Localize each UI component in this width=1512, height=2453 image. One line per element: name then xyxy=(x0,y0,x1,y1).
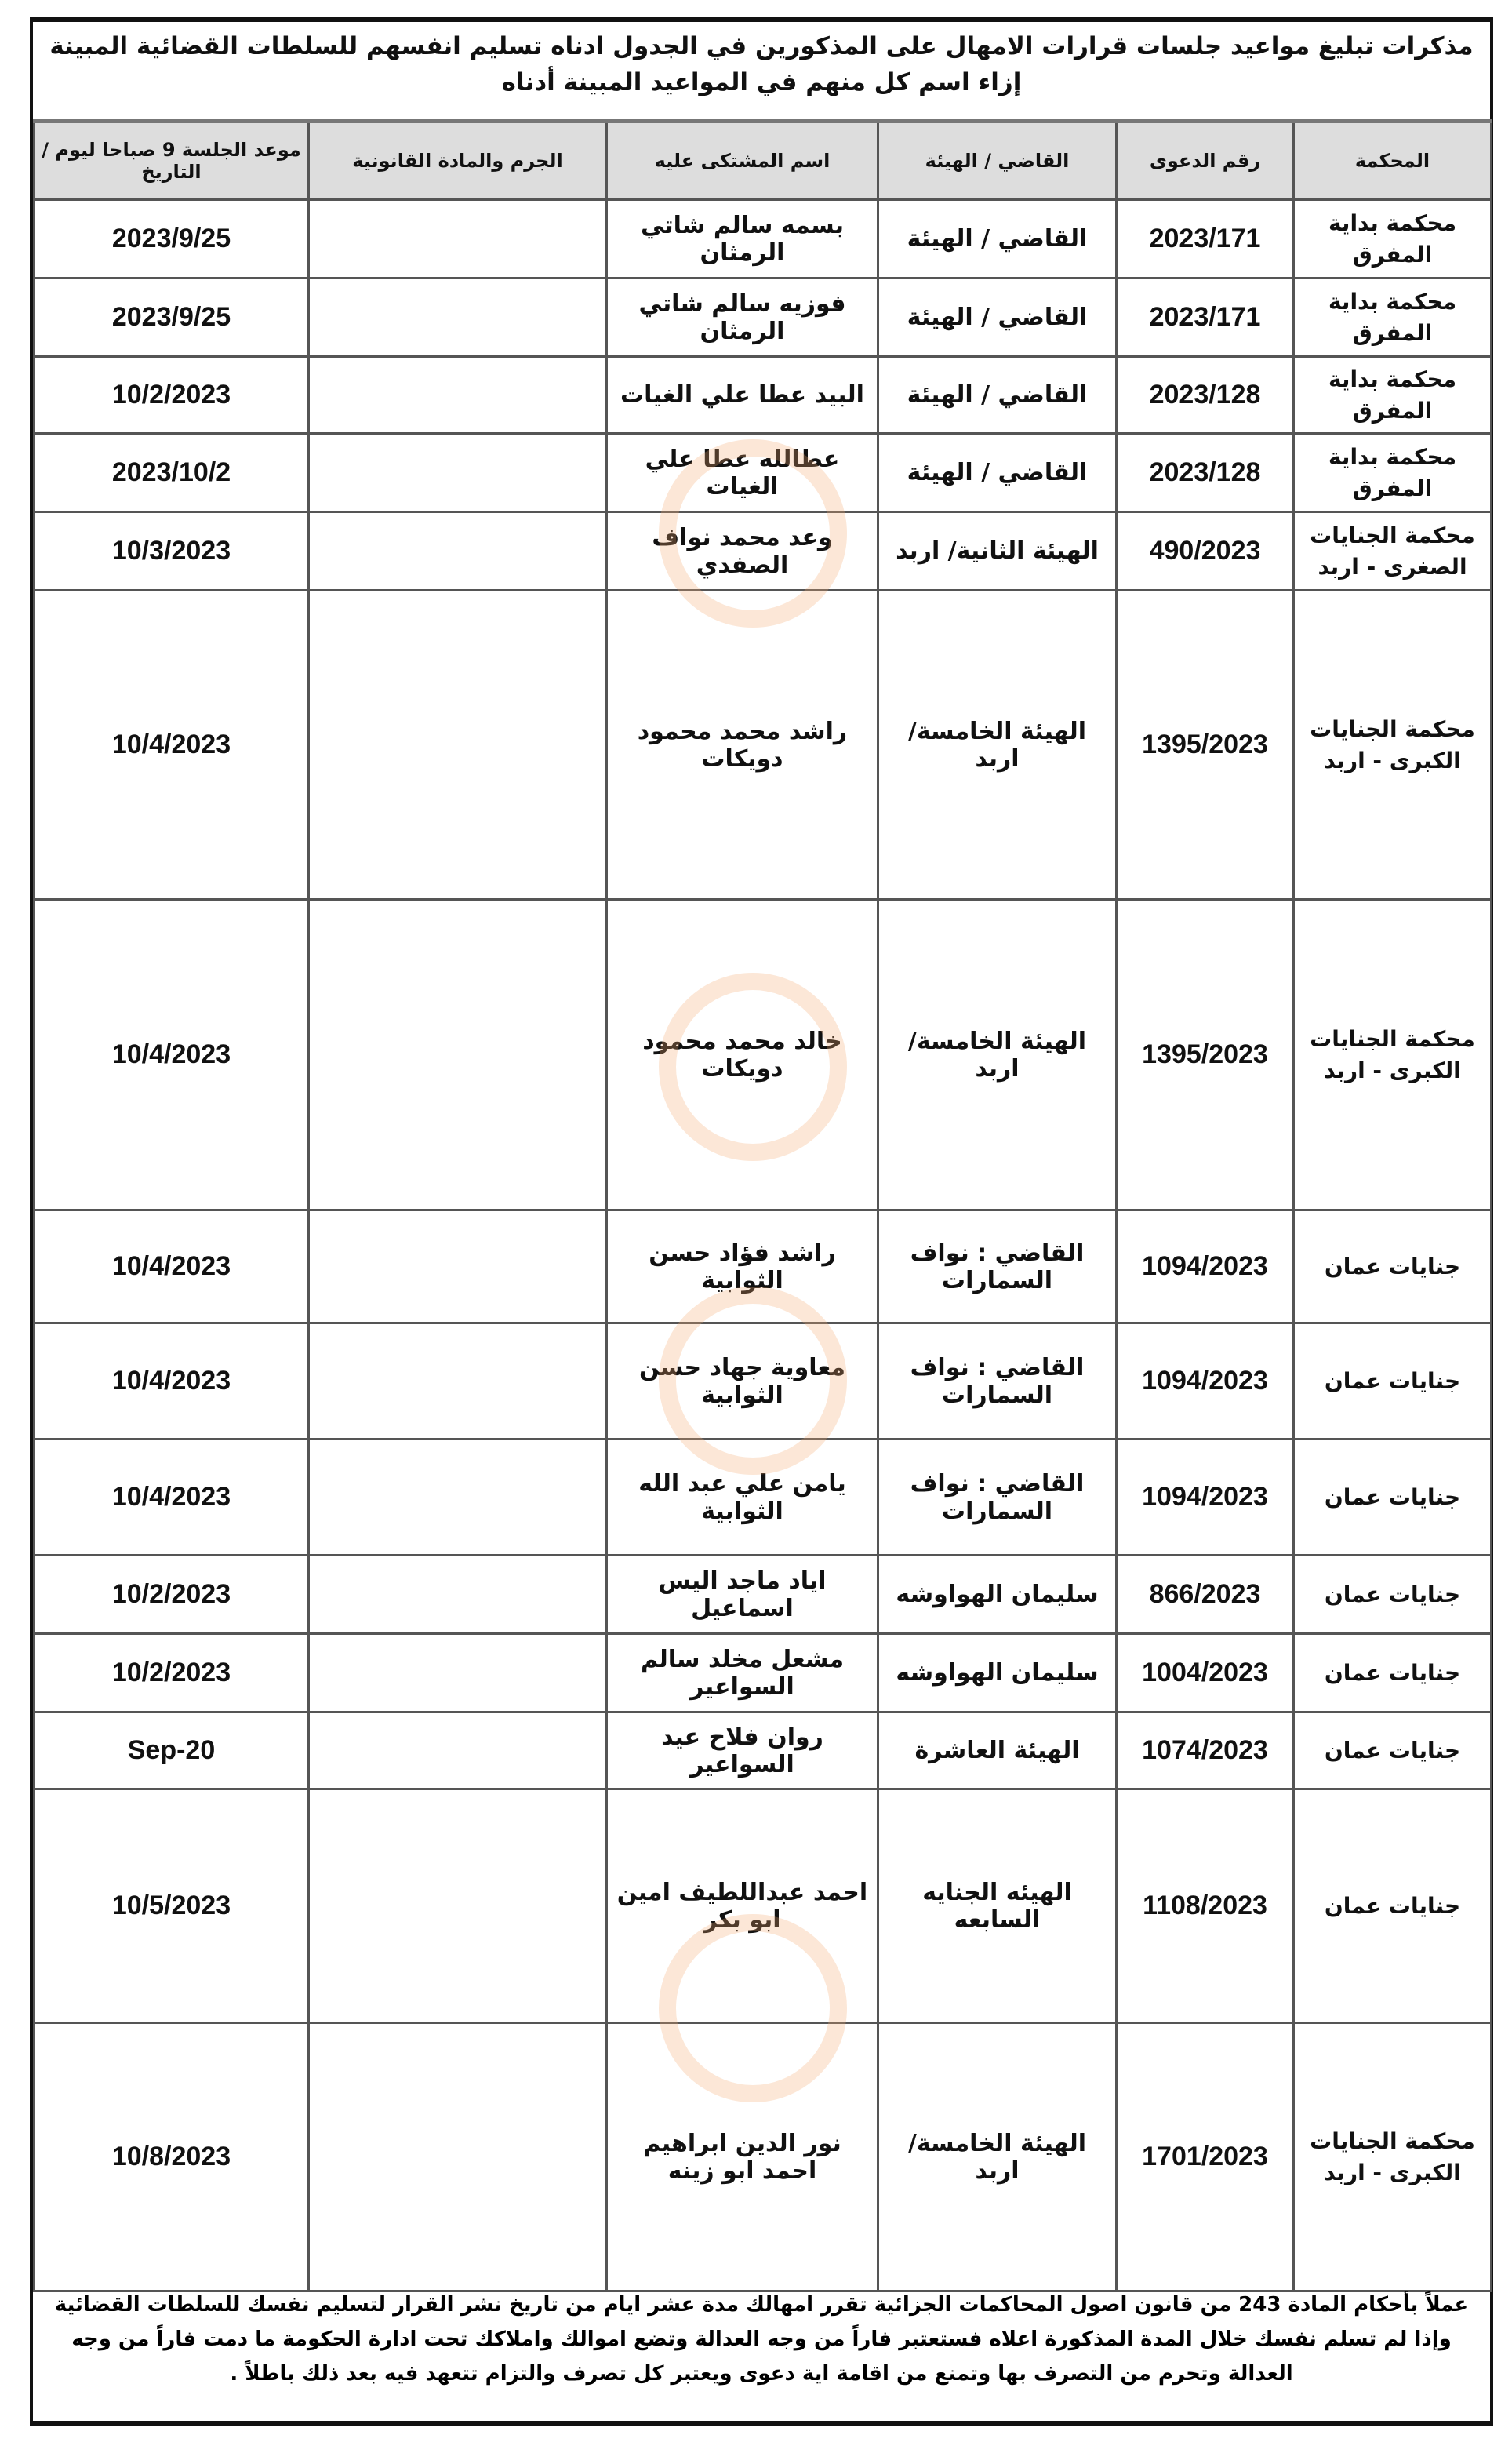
charge-cell-redacted xyxy=(309,1789,607,2023)
charge-cell-redacted xyxy=(309,1634,607,1712)
case-number-cell: 490/2023 xyxy=(1117,512,1294,591)
court-cell: محكمة الجنايات الكبرى - اربد xyxy=(1294,591,1492,900)
date-cell: 2023/10/2 xyxy=(35,434,309,512)
date-cell: 2023/9/25 xyxy=(35,200,309,278)
charge-cell-redacted xyxy=(309,2023,607,2291)
defendant-cell: فوزيه سالم شاتي الرمثان xyxy=(607,278,878,357)
case-number-cell: 1108/2023 xyxy=(1117,1789,1294,2023)
case-number-cell: 1094/2023 xyxy=(1117,1439,1294,1556)
charge-cell-redacted xyxy=(309,434,607,512)
case-number-cell: 866/2023 xyxy=(1117,1556,1294,1634)
judge-cell: الهيئة الخامسة/ اربد xyxy=(878,591,1117,900)
defendant-cell: راشد محمد محمود دويكات xyxy=(607,591,878,900)
table-row xyxy=(35,1634,1492,1712)
charge-cell-redacted xyxy=(309,278,607,357)
court-cell: محكمة بداية المفرق xyxy=(1294,200,1492,278)
table-row xyxy=(35,1789,1492,2023)
judge-cell: الهيئة الخامسة/ اربد xyxy=(878,2023,1117,2291)
table-row xyxy=(35,512,1492,591)
court-cell: جنايات عمان xyxy=(1294,1634,1492,1712)
header-date: موعد الجلسة 9 صباحا ليوم / التاريخ xyxy=(35,122,309,200)
charge-cell-redacted xyxy=(309,591,607,900)
table-row xyxy=(35,1323,1492,1439)
defendant-cell: معاوية جهاد حسن الثوابية xyxy=(607,1323,878,1439)
date-cell: 10/5/2023 xyxy=(35,1789,309,2023)
defendant-cell: نور الدين ابراهيم احمد ابو زينه xyxy=(607,2023,878,2291)
court-cell: محكمة بداية المفرق xyxy=(1294,434,1492,512)
case-number-cell: 2023/171 xyxy=(1117,200,1294,278)
judge-cell: سليمان الهواوشه xyxy=(878,1634,1117,1712)
court-cell: محكمة الجنايات الكبرى - اربد xyxy=(1294,900,1492,1210)
header-case-number: رقم الدعوى xyxy=(1117,122,1294,200)
date-cell: 10/2/2023 xyxy=(35,1556,309,1634)
judge-cell: سليمان الهواوشه xyxy=(878,1556,1117,1634)
case-number-cell: 2023/171 xyxy=(1117,278,1294,357)
date-cell: 10/4/2023 xyxy=(35,591,309,900)
table-row xyxy=(35,1712,1492,1789)
table-row xyxy=(35,591,1492,900)
defendant-cell: خالد محمد محمود دويكات xyxy=(607,900,878,1210)
court-cell: جنايات عمان xyxy=(1294,1556,1492,1634)
judge-cell: القاضي / الهيئة xyxy=(878,434,1117,512)
charge-cell-redacted xyxy=(309,1712,607,1789)
table-row xyxy=(35,434,1492,512)
header-defendant: اسم المشتكى عليه xyxy=(607,122,878,200)
court-cell: جنايات عمان xyxy=(1294,1323,1492,1439)
charge-cell-redacted xyxy=(309,357,607,434)
case-number-cell: 1395/2023 xyxy=(1117,900,1294,1210)
judge-cell: القاضي / الهيئة xyxy=(878,278,1117,357)
charge-cell-redacted xyxy=(309,1439,607,1556)
table-row xyxy=(35,278,1492,357)
defendant-cell: يامن علي عبد الله الثوابية xyxy=(607,1439,878,1556)
case-number-cell: 1701/2023 xyxy=(1117,2023,1294,2291)
header-charge: الجرم والمادة القانونية xyxy=(309,122,607,200)
judge-cell: القاضي : نواف السمارات xyxy=(878,1323,1117,1439)
court-cell: جنايات عمان xyxy=(1294,1712,1492,1789)
legal-notice: عملاً بأحكام المادة 243 من قانون اصول المحاكمات الجزائية تقرر امهالك مدة عشر ايام من تاريخ نشر القرار لتسليم نفسك للسلطات القضائية وإذا لم تسلم نفسك خلال المدة المذكورة اعلاه فستعتبر فاراً من وجه العدالة وتضع اموالك واملاكك تحت ادارة الحكومة ما دمت فاراً من وجه العدالة وتحرم من التصرف بها وتمنع من اقامة اية دعوى ويعتبر كل تصرف والتزام تتعهد فيه بعد ذلك باطلاً . xyxy=(54,2293,1469,2386)
court-cell: محكمة الجنايات الصغرى - اربد xyxy=(1294,512,1492,591)
court-cell: محكمة بداية المفرق xyxy=(1294,278,1492,357)
table-header-row xyxy=(35,122,1492,200)
date-cell: 20-Sep xyxy=(35,1712,309,1789)
charge-cell-redacted xyxy=(309,512,607,591)
date-cell: 10/2/2023 xyxy=(35,357,309,434)
document-frame xyxy=(30,17,1493,2426)
charge-cell-redacted xyxy=(309,900,607,1210)
defendant-cell: مشعل مخلد سالم السواعير xyxy=(607,1634,878,1712)
defendant-cell: وعد محمد نواف الصفدي xyxy=(607,512,878,591)
case-number-cell: 2023/128 xyxy=(1117,357,1294,434)
table-row xyxy=(35,200,1492,278)
judge-cell: الهيئه الجنايه السابعه xyxy=(878,1789,1117,2023)
header-court: المحكمة xyxy=(1294,122,1492,200)
date-cell: 10/2/2023 xyxy=(35,1634,309,1712)
table-row xyxy=(35,1210,1492,1323)
defendant-cell: راشد فؤاد حسن الثوابية xyxy=(607,1210,878,1323)
document-title: مذكرات تبليغ مواعيد جلسات قرارات الامهال على المذكورين في الجدول ادناه تسليم انفسهم للسلطات القضائية المبينة إزاء اسم كل منهم في المواعيد المبينة أدناه xyxy=(49,32,1474,96)
date-cell: 10/4/2023 xyxy=(35,1210,309,1323)
judge-cell: القاضي / الهيئة xyxy=(878,200,1117,278)
table-row xyxy=(35,1556,1492,1634)
defendant-cell: بسمه سالم شاتي الرمثان xyxy=(607,200,878,278)
defendant-cell: البيد عطا علي الغيات xyxy=(607,357,878,434)
judge-cell: القاضي / الهيئة xyxy=(878,357,1117,434)
charge-cell-redacted xyxy=(309,1556,607,1634)
case-number-cell: 1094/2023 xyxy=(1117,1323,1294,1439)
judge-cell: الهيئة العاشرة xyxy=(878,1712,1117,1789)
case-number-cell: 1074/2023 xyxy=(1117,1712,1294,1789)
header-judge: القاضي / الهيئة xyxy=(878,122,1117,200)
defendant-cell: اياد ماجد اليس اسماعيل xyxy=(607,1556,878,1634)
case-number-cell: 2023/128 xyxy=(1117,434,1294,512)
date-cell: 2023/9/25 xyxy=(35,278,309,357)
date-cell: 10/3/2023 xyxy=(35,512,309,591)
table-row xyxy=(35,2023,1492,2291)
case-number-cell: 1094/2023 xyxy=(1117,1210,1294,1323)
defendant-cell: عطالله عطا علي الغيات xyxy=(607,434,878,512)
date-cell: 10/4/2023 xyxy=(35,1323,309,1439)
date-cell: 10/4/2023 xyxy=(35,1439,309,1556)
judge-cell: القاضي : نواف السمارات xyxy=(878,1439,1117,1556)
court-cell: جنايات عمان xyxy=(1294,1210,1492,1323)
charge-cell-redacted xyxy=(309,1210,607,1323)
charge-cell-redacted xyxy=(309,200,607,278)
charge-cell-redacted xyxy=(309,1323,607,1439)
court-cell: محكمة بداية المفرق xyxy=(1294,357,1492,434)
date-cell: 10/8/2023 xyxy=(35,2023,309,2291)
court-cell: محكمة الجنايات الكبرى - اربد xyxy=(1294,2023,1492,2291)
defendant-cell: روان فلاح عيد السواعير xyxy=(607,1712,878,1789)
date-cell: 10/4/2023 xyxy=(35,900,309,1210)
summons-table xyxy=(33,119,1492,2292)
judge-cell: الهيئة الخامسة/ اربد xyxy=(878,900,1117,1210)
case-number-cell: 1004/2023 xyxy=(1117,1634,1294,1712)
table-row xyxy=(35,357,1492,434)
table-row xyxy=(35,900,1492,1210)
defendant-cell: احمد عبداللطيف امين ابو بكر xyxy=(607,1789,878,2023)
court-cell: جنايات عمان xyxy=(1294,1439,1492,1556)
court-cell: جنايات عمان xyxy=(1294,1789,1492,2023)
judge-cell: القاضي : نواف السمارات xyxy=(878,1210,1117,1323)
table-row xyxy=(35,1439,1492,1556)
case-number-cell: 1395/2023 xyxy=(1117,591,1294,900)
judge-cell: الهيئة الثانية/ اربد xyxy=(878,512,1117,591)
